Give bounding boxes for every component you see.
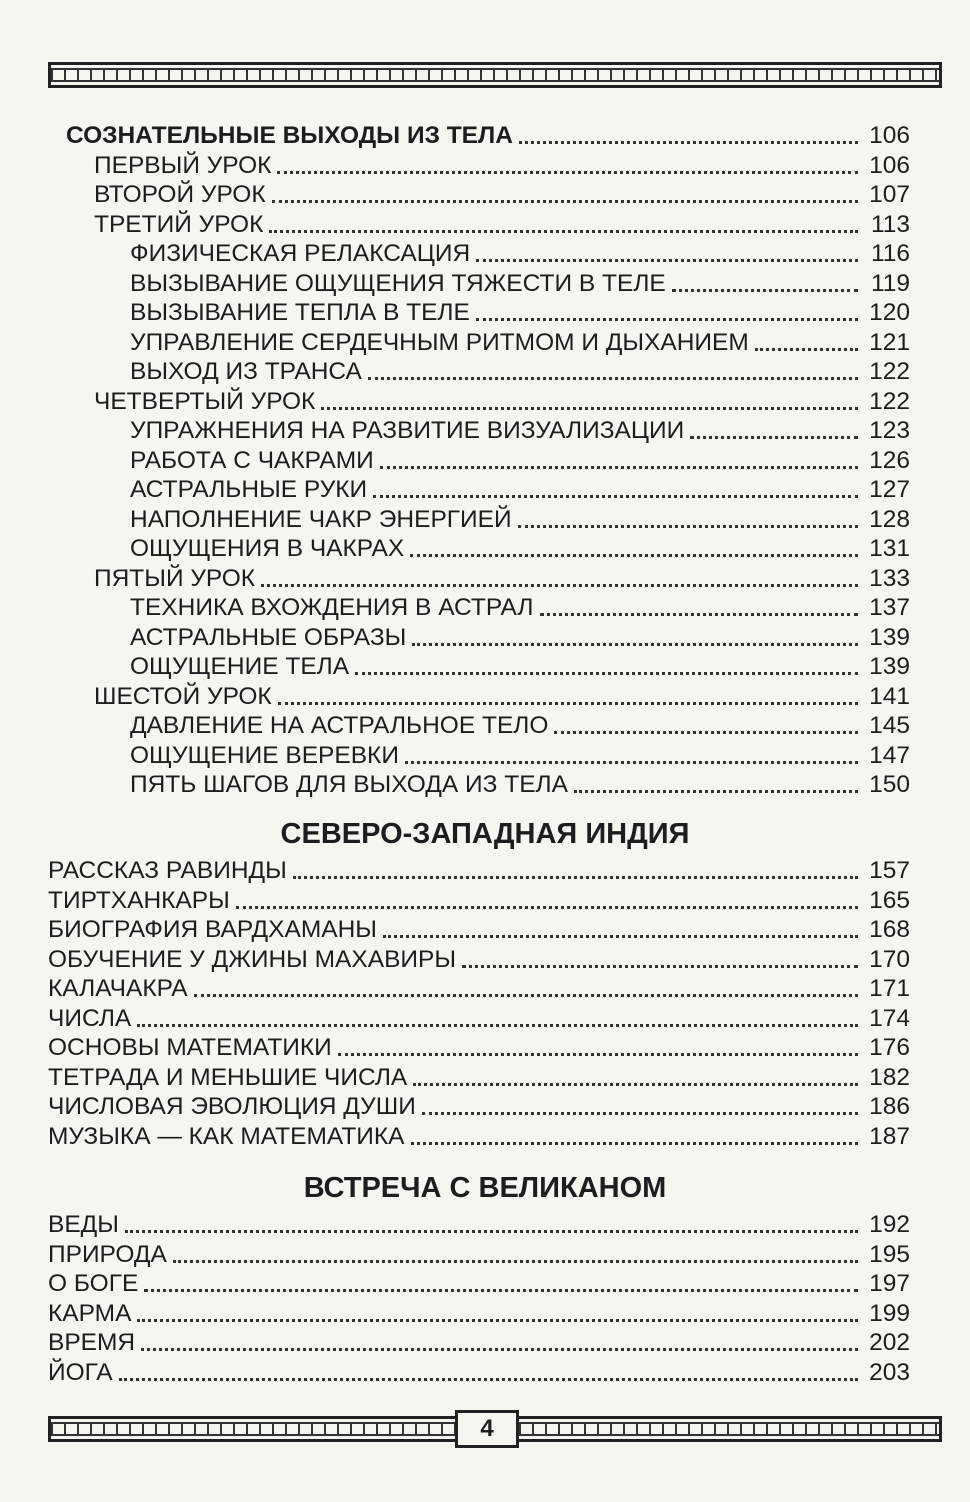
toc-entry-label: ПЯТЬ ШАГОВ ДЛЯ ВЫХОДА ИЗ ТЕЛА — [130, 771, 568, 798]
toc-entry-label: ТЕТРАДА И МЕНЬШИЕ ЧИСЛА — [48, 1063, 408, 1091]
toc-entry-label: ВРЕМЯ — [48, 1329, 136, 1356]
toc-entry-label: РАССКАЗ РАВИНДЫ — [48, 857, 287, 884]
toc-entry-page: 139 — [869, 653, 910, 680]
dot-leader — [173, 1260, 858, 1263]
page-number: 4 — [455, 1410, 519, 1448]
toc-entry-label: НАПОЛНЕНИЕ ЧАКР ЭНЕРГИЕЙ — [130, 505, 512, 533]
toc-entry-label: ФИЗИЧЕСКАЯ РЕЛАКСАЦИЯ — [130, 240, 471, 267]
toc-entry — [94, 151, 910, 181]
toc-entry — [94, 180, 910, 210]
dot-leader — [144, 1289, 858, 1292]
toc-entry-label: СОЗНАТЕЛЬНЫЕ ВЫХОДЫ ИЗ ТЕЛА — [66, 122, 513, 149]
toc-entry — [48, 1358, 910, 1388]
toc-entry-label: КАЛАЧАКРА — [48, 975, 188, 1002]
toc-entry-label: ЧЕТВЕРТЫЙ УРОК — [94, 387, 316, 415]
toc-entry-page: 192 — [869, 1211, 910, 1238]
dot-leader — [412, 643, 858, 646]
toc-entry — [130, 328, 910, 358]
dot-leader — [405, 761, 858, 764]
dot-leader — [137, 1024, 858, 1027]
toc-entry-label: ВЕДЫ — [48, 1211, 119, 1238]
toc-entry — [48, 1299, 910, 1329]
toc-entry-label: ОСНОВЫ МАТЕМАТИКИ — [48, 1034, 332, 1061]
dot-leader — [410, 554, 858, 557]
dot-leader — [380, 466, 858, 469]
toc-entry-label: ТИРТХАНКАРЫ — [48, 886, 230, 914]
dot-leader — [261, 584, 858, 587]
toc-entry-label: ОЩУЩЕНИЕ ТЕЛА — [130, 653, 350, 680]
toc-entry-page: 195 — [869, 1240, 910, 1268]
toc-entry — [130, 770, 910, 800]
toc-entry-page: 157 — [869, 857, 910, 884]
toc-entry-label: ВЫЗЫВАНИЕ ТЕПЛА В ТЕЛЕ — [130, 299, 470, 326]
dot-leader — [672, 289, 858, 292]
toc-entry-label: КАРМА — [48, 1299, 132, 1327]
toc-entry — [130, 446, 910, 476]
toc-entry-page: 106 — [869, 122, 910, 149]
toc-entry — [130, 741, 910, 771]
section-title: СЕВЕРО-ЗАПАДНАЯ ИНДИЯ — [280, 818, 690, 850]
section-title: ВСТРЕЧА С ВЕЛИКАНОМ — [303, 1172, 667, 1204]
toc-entry — [48, 856, 910, 886]
toc-entry-label: МУЗЫКА — КАК МАТЕМАТИКА — [48, 1122, 405, 1150]
toc-entry-label: ОЩУЩЕНИЕ ВЕРЕВКИ — [130, 741, 399, 769]
toc-entry-label: ПРИРОДА — [48, 1240, 167, 1268]
toc-entry-page: 165 — [869, 886, 910, 914]
toc-entry-label: ДАВЛЕНИЕ НА АСТРАЛЬНОЕ ТЕЛО — [130, 712, 549, 739]
dot-leader — [355, 672, 858, 675]
dot-leader — [368, 377, 858, 380]
toc-entry-page: 187 — [869, 1122, 910, 1150]
toc-entry-page: 127 — [869, 476, 910, 503]
toc-entry — [130, 357, 910, 387]
toc-entry-page: 122 — [869, 358, 910, 385]
dot-leader — [293, 876, 858, 879]
toc-entry-label: ВЫХОД ИЗ ТРАНСА — [130, 358, 362, 385]
toc-entry — [130, 505, 910, 535]
dot-leader — [574, 790, 858, 793]
top-ornamental-border — [48, 62, 942, 88]
toc-entry-label: ПЕРВЫЙ УРОК — [94, 151, 272, 179]
dot-leader — [321, 407, 858, 410]
dot-leader — [755, 348, 858, 351]
toc-entry-page: 119 — [870, 269, 910, 297]
toc-entry-page: 182 — [869, 1063, 910, 1091]
toc-entry-page: 128 — [869, 505, 910, 533]
toc-entry — [130, 652, 910, 682]
toc-entry-page: 139 — [869, 623, 910, 651]
toc-entry-page: 122 — [869, 387, 910, 415]
dot-leader — [383, 935, 858, 938]
toc-entry-page: 106 — [869, 151, 910, 179]
toc-entry-label: ШЕСТОЙ УРОК — [94, 682, 272, 710]
dot-leader — [119, 1378, 858, 1381]
toc-entry — [48, 1240, 910, 1270]
toc-entry-label: ЧИСЛОВАЯ ЭВОЛЮЦИЯ ДУШИ — [48, 1093, 416, 1120]
toc-entry — [94, 564, 910, 594]
toc-entry — [94, 210, 910, 240]
toc-entry — [130, 593, 910, 623]
toc-entry-page: 203 — [869, 1358, 910, 1386]
toc-entry-label: УПРАВЛЕНИЕ СЕРДЕЧНЫМ РИТМОМ И ДЫХАНИЕМ — [130, 328, 749, 356]
toc-entry-label: АСТРАЛЬНЫЕ ОБРАЗЫ — [130, 623, 407, 651]
toc-entry-page: 176 — [869, 1034, 910, 1061]
toc-entry-label: ЧИСЛА — [48, 1004, 132, 1032]
toc-entry — [48, 1210, 910, 1240]
toc-entry-page: 131 — [869, 535, 910, 562]
toc-entry-page: 174 — [869, 1004, 910, 1032]
dot-leader — [272, 200, 858, 203]
toc-entry — [130, 534, 910, 564]
dot-leader — [194, 994, 858, 997]
dot-leader — [278, 702, 858, 705]
toc-entry — [94, 682, 910, 712]
toc-entry-label: ОБУЧЕНИЕ У ДЖИНЫ МАХАВИРЫ — [48, 945, 457, 973]
dot-leader — [338, 1053, 858, 1056]
toc-entry-label: ЙОГА — [48, 1358, 113, 1386]
toc-entry-page: 116 — [870, 240, 910, 267]
dot-leader — [476, 259, 858, 262]
toc-entry-page: 120 — [869, 299, 910, 326]
dot-leader — [269, 230, 858, 233]
toc-entry-label: РАБОТА С ЧАКРАМИ — [130, 446, 374, 474]
toc-entry — [48, 1092, 910, 1122]
toc-entry — [130, 269, 910, 299]
toc-entry-page: 141 — [869, 682, 910, 710]
toc-entry-label: БИОГРАФИЯ ВАРДХАМАНЫ — [48, 916, 377, 943]
toc-entry-label: ОЩУЩЕНИЯ В ЧАКРАХ — [130, 535, 405, 562]
toc-entry — [130, 298, 910, 328]
dot-leader — [125, 1230, 858, 1233]
dot-leader — [137, 1319, 858, 1322]
toc-entry-page: 137 — [869, 594, 910, 621]
dot-leader — [554, 731, 858, 734]
toc-entry — [130, 623, 910, 653]
toc-entry — [48, 1004, 910, 1034]
dot-leader — [422, 1112, 858, 1115]
toc-entry-label: ВТОРОЙ УРОК — [94, 181, 266, 208]
toc-entry-page: 199 — [869, 1299, 910, 1327]
toc-entry-page: 121 — [869, 328, 910, 356]
toc-entry — [48, 1269, 910, 1299]
dot-leader — [690, 436, 858, 439]
toc-entry — [48, 1122, 910, 1152]
dot-leader — [236, 906, 858, 909]
toc-entry-page: 107 — [869, 181, 910, 208]
dot-leader — [476, 318, 858, 321]
toc-entry-page: 150 — [869, 771, 910, 798]
toc-entry-page: 168 — [869, 916, 910, 943]
toc-entry-label: ПЯТЫЙ УРОК — [94, 564, 256, 592]
dot-leader — [141, 1348, 858, 1351]
toc-entry-label: ВЫЗЫВАНИЕ ОЩУЩЕНИЯ ТЯЖЕСТИ В ТЕЛЕ — [130, 269, 666, 297]
dot-leader — [462, 965, 858, 968]
toc-entry-label: ТРЕТИЙ УРОК — [94, 210, 264, 238]
toc-entry-page: 170 — [869, 945, 910, 973]
dot-leader — [411, 1142, 858, 1145]
toc-entry — [48, 915, 910, 945]
toc-entry-page: 133 — [869, 564, 910, 592]
dot-leader — [277, 171, 858, 174]
toc-entry — [130, 475, 910, 505]
toc-entry-page: 113 — [870, 210, 910, 238]
toc-entry — [48, 1328, 910, 1358]
dot-leader — [413, 1083, 858, 1086]
toc-entry — [48, 886, 910, 916]
toc-entry — [130, 416, 910, 446]
dot-leader — [518, 525, 858, 528]
toc-entry — [94, 387, 910, 417]
toc-entry-label: ТЕХНИКА ВХОЖДЕНИЯ В АСТРАЛ — [130, 594, 534, 621]
toc-entry-page: 145 — [869, 712, 910, 739]
toc-entry — [66, 121, 910, 151]
toc-entry — [130, 711, 910, 741]
toc-entry-page: 147 — [869, 741, 910, 769]
toc-entry-page: 197 — [869, 1270, 910, 1297]
toc-entry-page: 123 — [869, 417, 910, 444]
toc-entry-page: 202 — [869, 1329, 910, 1356]
dot-leader — [540, 613, 859, 616]
toc-entry-page: 126 — [869, 446, 910, 474]
toc-entry — [130, 239, 910, 269]
dot-leader — [373, 495, 858, 498]
toc-entry-label: УПРАЖНЕНИЯ НА РАЗВИТИЕ ВИЗУАЛИЗАЦИИ — [130, 417, 685, 444]
toc-entry-page: 186 — [869, 1093, 910, 1120]
toc-entry — [48, 974, 910, 1004]
toc-entry-label: АСТРАЛЬНЫЕ РУКИ — [130, 476, 368, 503]
toc-entry — [48, 1033, 910, 1063]
dot-leader — [519, 141, 858, 144]
toc-entry — [48, 945, 910, 975]
toc-entry — [48, 1063, 910, 1093]
toc-entry-page: 171 — [869, 975, 910, 1002]
toc-entry-label: О БОГЕ — [48, 1270, 139, 1297]
